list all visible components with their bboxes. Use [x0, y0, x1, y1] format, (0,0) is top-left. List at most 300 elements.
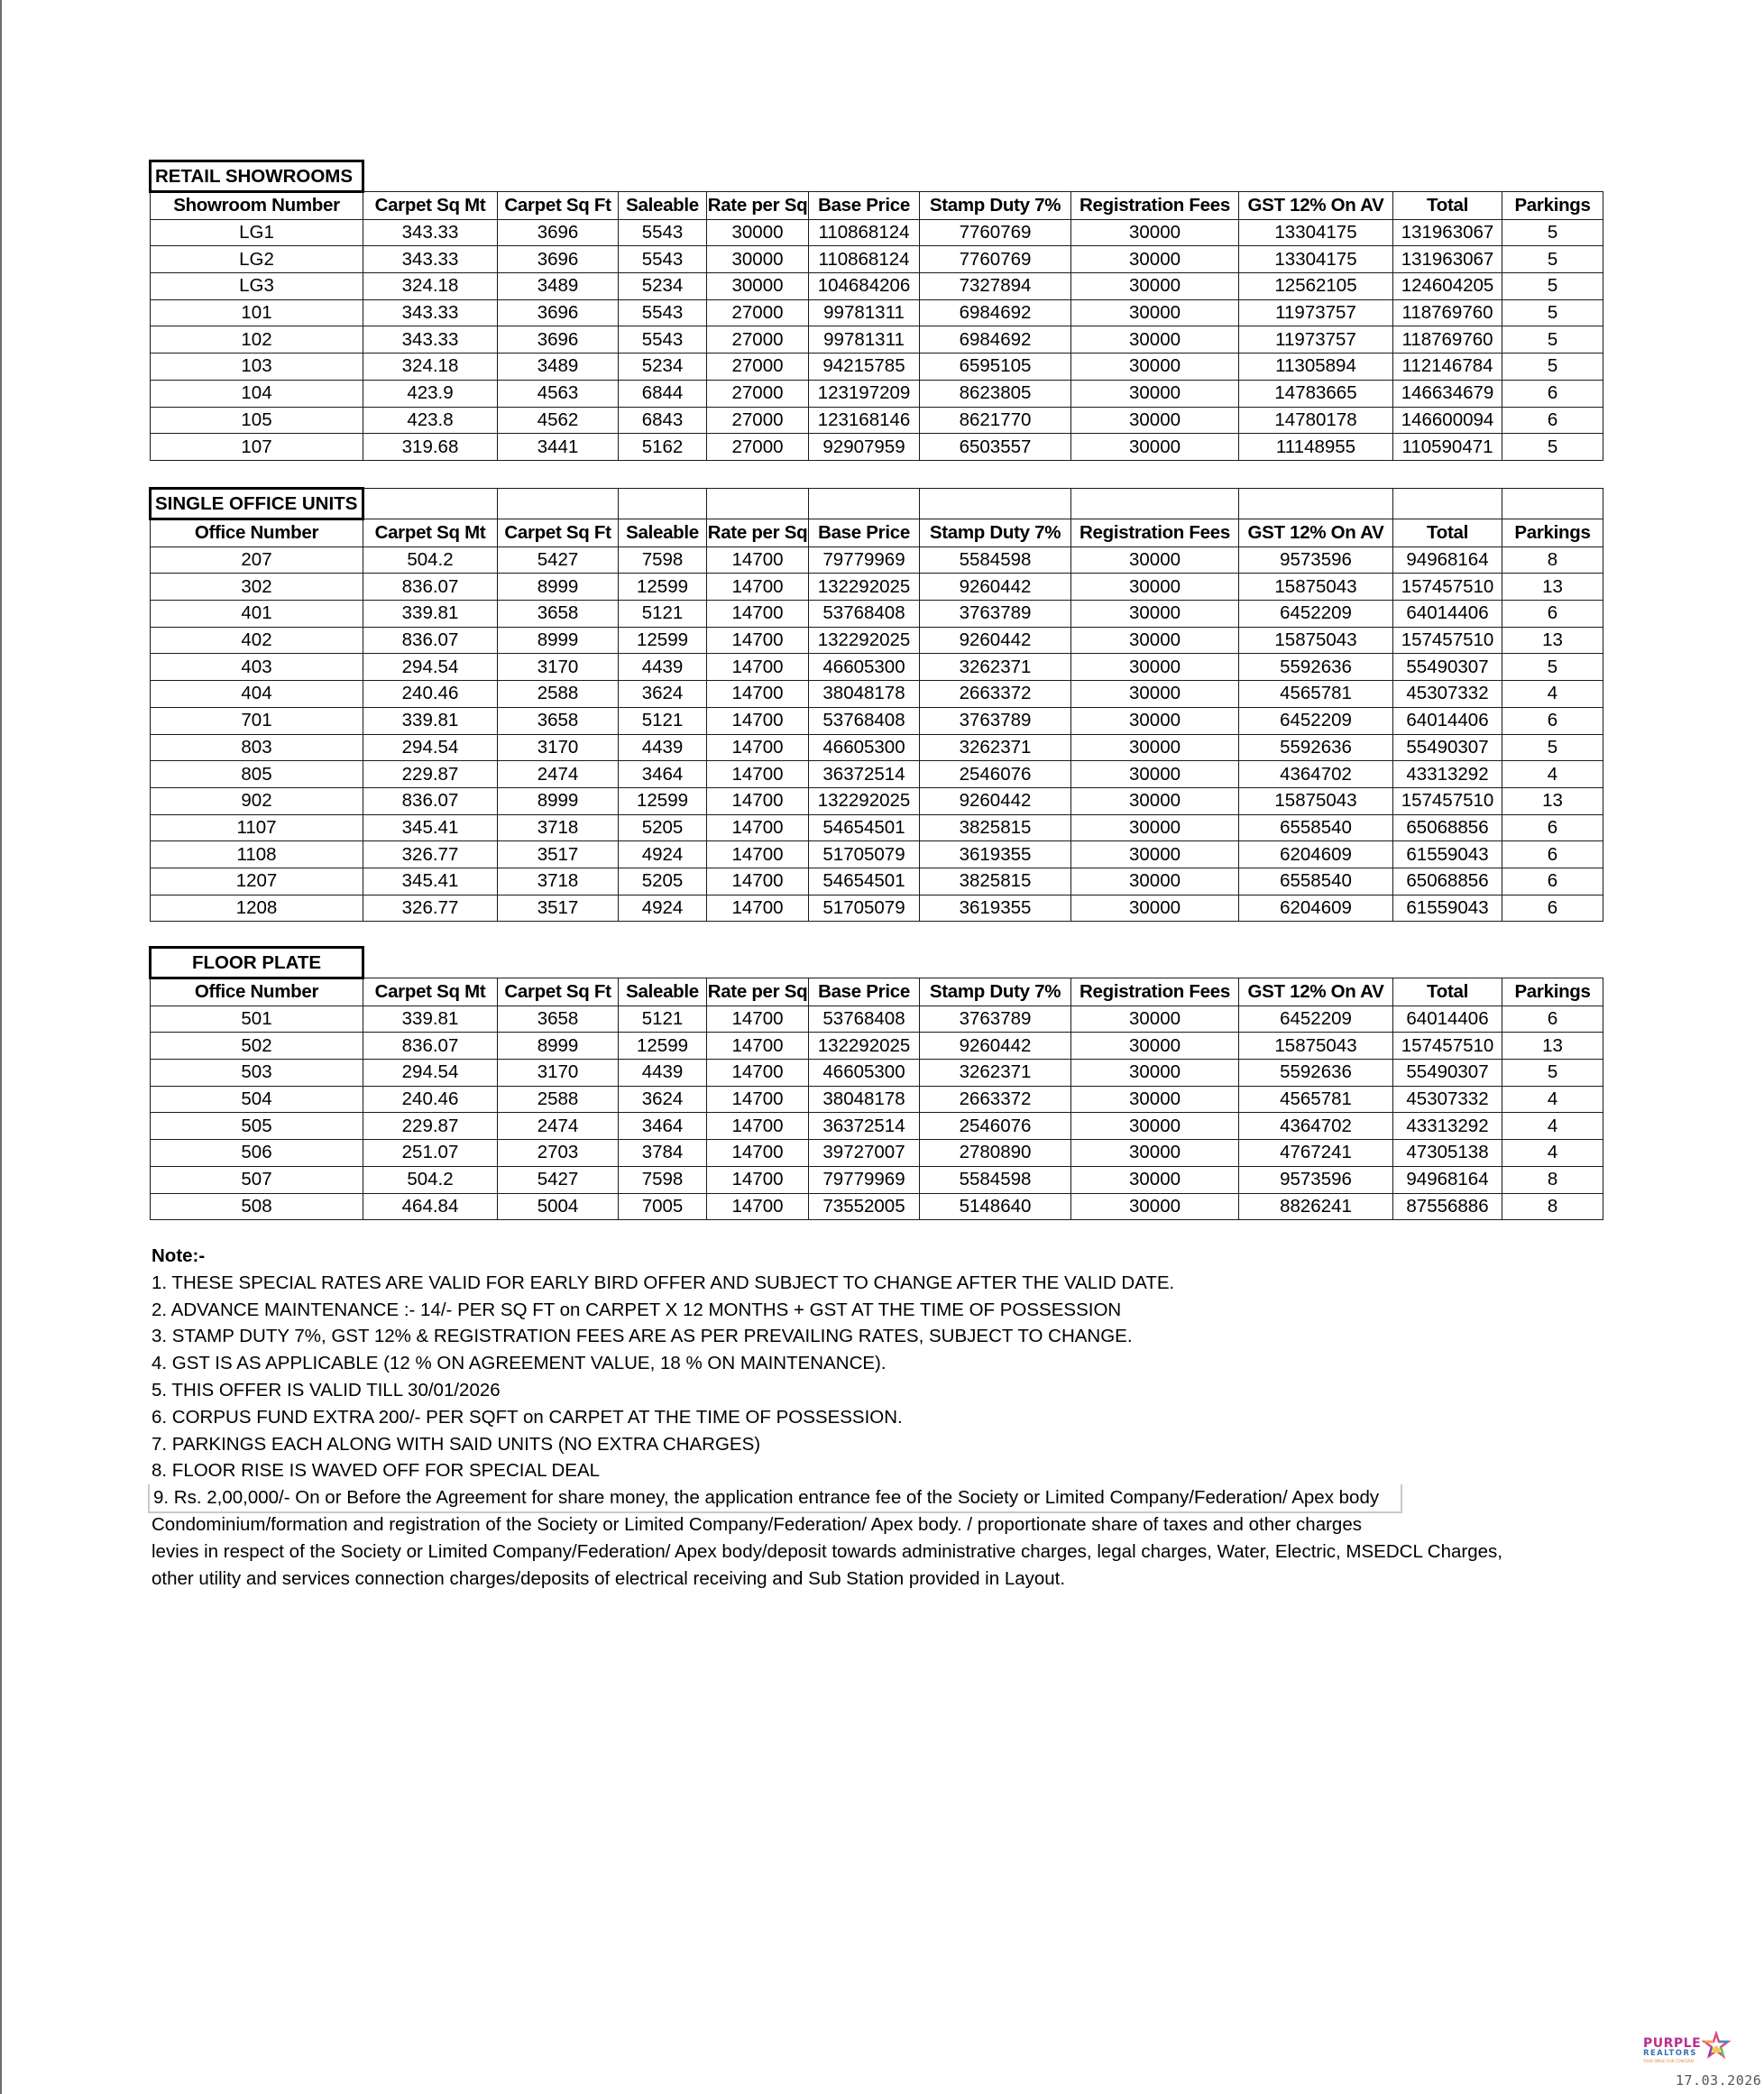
table-row — [151, 761, 1603, 788]
table-cell: 7760769 — [920, 219, 1071, 246]
table-cell: 14700 — [707, 627, 809, 654]
table-cell: 4439 — [619, 654, 707, 681]
table-cell: 3517 — [498, 841, 619, 868]
column-header: GST 12% On AV — [1239, 519, 1393, 547]
unit-number-cell: 402 — [151, 627, 363, 654]
table-cell: 8621770 — [920, 407, 1071, 434]
table-row — [151, 1006, 1603, 1033]
table-cell: 324.18 — [363, 273, 498, 300]
table-cell: 131963067 — [1393, 246, 1502, 273]
table-cell: 3718 — [498, 868, 619, 895]
table-cell: 11305894 — [1239, 354, 1393, 381]
note-item: 8. FLOOR RISE IS WAVED OFF FOR SPECIAL DEAL — [152, 1460, 601, 1482]
table-cell: 30000 — [1071, 273, 1239, 300]
table-cell: 6 — [1502, 895, 1603, 922]
table-cell: 4 — [1502, 1140, 1603, 1167]
table-cell: 5 — [1502, 326, 1603, 354]
table-cell: 30000 — [1071, 707, 1239, 734]
table-cell: 3517 — [498, 895, 619, 922]
table-row — [151, 1060, 1603, 1087]
table-cell: 5543 — [619, 299, 707, 326]
table-cell: 836.07 — [363, 1033, 498, 1060]
note-item-9-continued: other utility and services connection charges/deposits of electrical receiving and Sub Station provided in Layout. — [152, 1567, 1066, 1589]
note-item: 1. THESE SPECIAL RATES ARE VALID FOR EARLY BIRD OFFER AND SUBJECT TO CHANGE AFTER THE VALID DATE. — [152, 1272, 1175, 1293]
table-cell: 79779969 — [809, 1166, 920, 1193]
table-row — [151, 734, 1603, 761]
table-cell: 30000 — [1071, 246, 1239, 273]
table-cell: 7598 — [619, 1166, 707, 1193]
table-header-row — [151, 519, 1603, 547]
logo-tagline: YOUR SMILE OUR CONCERN — [1643, 2059, 1694, 2063]
table-cell: 3825815 — [920, 814, 1071, 841]
table-cell: 5 — [1502, 299, 1603, 326]
table-cell: 87556886 — [1393, 1193, 1502, 1220]
unit-number-cell: 101 — [151, 299, 363, 326]
table-cell: 326.77 — [363, 841, 498, 868]
table-cell: 3262371 — [920, 1060, 1071, 1087]
table-cell: 240.46 — [363, 1086, 498, 1113]
table-cell: 5234 — [619, 354, 707, 381]
table-cell: 30000 — [1071, 1140, 1239, 1167]
unit-number-cell: 805 — [151, 761, 363, 788]
unit-number-cell: 102 — [151, 326, 363, 354]
table-cell: 2474 — [498, 1113, 619, 1140]
unit-number-cell: 902 — [151, 787, 363, 814]
page-edge — [0, 0, 2, 2094]
table-cell: 146634679 — [1393, 380, 1502, 407]
table-cell: 14700 — [707, 814, 809, 841]
table-cell: 30000 — [1071, 407, 1239, 434]
table-cell: 27000 — [707, 380, 809, 407]
table-title-row — [151, 161, 1603, 192]
table-cell: 2546076 — [920, 761, 1071, 788]
unit-number-cell: 1208 — [151, 895, 363, 922]
unit-number-cell: 107 — [151, 434, 363, 461]
unit-number-cell: LG1 — [151, 219, 363, 246]
table-cell: 30000 — [1071, 681, 1239, 708]
table-cell: 5427 — [498, 546, 619, 574]
table-cell: 5543 — [619, 219, 707, 246]
table-cell: 65068856 — [1393, 868, 1502, 895]
table-cell: 30000 — [707, 246, 809, 273]
table-cell: 319.68 — [363, 434, 498, 461]
column-header: Stamp Duty 7% — [920, 192, 1071, 220]
table-cell: 61559043 — [1393, 895, 1502, 922]
table-cell: 65068856 — [1393, 814, 1502, 841]
table-cell: 836.07 — [363, 627, 498, 654]
table-cell: 27000 — [707, 407, 809, 434]
column-header: Showroom Number — [151, 192, 363, 220]
table-cell: 343.33 — [363, 299, 498, 326]
table-cell: 99781311 — [809, 326, 920, 354]
table-cell: 13 — [1502, 574, 1603, 601]
table-cell: 3619355 — [920, 895, 1071, 922]
table-cell: 13 — [1502, 787, 1603, 814]
table-cell: 5 — [1502, 219, 1603, 246]
table-cell: 5427 — [498, 1166, 619, 1193]
unit-number-cell: 503 — [151, 1060, 363, 1087]
table-cell: 7005 — [619, 1193, 707, 1220]
table-row — [151, 574, 1603, 601]
column-header: Parkings — [1502, 978, 1603, 1006]
table-cell: 13 — [1502, 627, 1603, 654]
table-cell: 55490307 — [1393, 734, 1502, 761]
table-cell: 30000 — [1071, 1166, 1239, 1193]
table-cell: 504.2 — [363, 546, 498, 574]
column-header: Base Price — [809, 978, 920, 1006]
table-cell: 5121 — [619, 1006, 707, 1033]
table-cell: 3262371 — [920, 654, 1071, 681]
table-cell: 4924 — [619, 895, 707, 922]
table-cell: 339.81 — [363, 1006, 498, 1033]
retail-showrooms-section — [149, 160, 1603, 461]
table-cell: 14700 — [707, 546, 809, 574]
table-cell: 14700 — [707, 681, 809, 708]
table-cell: 326.77 — [363, 895, 498, 922]
table-cell: 4439 — [619, 734, 707, 761]
table-cell: 6204609 — [1239, 841, 1393, 868]
table-cell: 14700 — [707, 734, 809, 761]
table-cell: 4439 — [619, 1060, 707, 1087]
column-header: Parkings — [1502, 192, 1603, 220]
table-cell: 5234 — [619, 273, 707, 300]
table-cell: 30000 — [1071, 1193, 1239, 1220]
table-cell: 324.18 — [363, 354, 498, 381]
table-cell: 3763789 — [920, 1006, 1071, 1033]
table-cell: 27000 — [707, 354, 809, 381]
table-cell: 47305138 — [1393, 1140, 1502, 1167]
table-cell: 9260442 — [920, 1033, 1071, 1060]
table-cell: 3696 — [498, 219, 619, 246]
table-row — [151, 326, 1603, 354]
table-cell: 294.54 — [363, 654, 498, 681]
table-cell: 6204609 — [1239, 895, 1393, 922]
table-cell: 4565781 — [1239, 681, 1393, 708]
table-cell: 146600094 — [1393, 407, 1502, 434]
table-cell: 4364702 — [1239, 1113, 1393, 1140]
table-cell: 30000 — [1071, 734, 1239, 761]
table-cell: 157457510 — [1393, 627, 1502, 654]
column-header: Saleable — [619, 192, 707, 220]
column-header: Total — [1393, 192, 1502, 220]
table-cell: 5162 — [619, 434, 707, 461]
table-cell: 12599 — [619, 1033, 707, 1060]
table-cell: 7327894 — [920, 273, 1071, 300]
notes-section — [152, 1243, 1631, 1592]
table-cell: 51705079 — [809, 841, 920, 868]
table-row — [151, 627, 1603, 654]
table-cell: 8 — [1502, 546, 1603, 574]
table-cell: 30000 — [1071, 219, 1239, 246]
section-title: FLOOR PLATE — [151, 948, 363, 978]
table-cell: 3624 — [619, 681, 707, 708]
unit-number-cell: 103 — [151, 354, 363, 381]
table-cell: 157457510 — [1393, 787, 1502, 814]
notes-heading: Note:- — [152, 1245, 206, 1266]
table-cell: 3763789 — [920, 707, 1071, 734]
table-cell: 110868124 — [809, 246, 920, 273]
unit-number-cell: 502 — [151, 1033, 363, 1060]
column-header: Stamp Duty 7% — [920, 978, 1071, 1006]
table-cell: 131963067 — [1393, 219, 1502, 246]
table-cell: 6 — [1502, 407, 1603, 434]
table-cell: 30000 — [1071, 326, 1239, 354]
table-cell: 14700 — [707, 1166, 809, 1193]
table-cell: 5121 — [619, 707, 707, 734]
table-cell: 132292025 — [809, 1033, 920, 1060]
column-header: Office Number — [151, 978, 363, 1006]
table-cell: 6 — [1502, 380, 1603, 407]
table-cell: 423.8 — [363, 407, 498, 434]
table-cell: 53768408 — [809, 707, 920, 734]
table-cell: 110590471 — [1393, 434, 1502, 461]
column-header: Base Price — [809, 192, 920, 220]
table-cell: 5121 — [619, 601, 707, 628]
section-title: SINGLE OFFICE UNITS — [151, 489, 363, 519]
table-cell: 3489 — [498, 354, 619, 381]
table-cell: 14700 — [707, 1060, 809, 1087]
floor-plate-rows — [151, 1006, 1603, 1220]
table-cell: 43313292 — [1393, 1113, 1502, 1140]
unit-number-cell: 506 — [151, 1140, 363, 1167]
table-cell: 4 — [1502, 1086, 1603, 1113]
column-header: Office Number — [151, 519, 363, 547]
table-cell: 2588 — [498, 1086, 619, 1113]
note-item: 2. ADVANCE MAINTENANCE :- 14/- PER SQ FT on CARPET X 12 MONTHS + GST AT THE TIME OF POSSESSION — [152, 1299, 1122, 1320]
table-cell: 3170 — [498, 1060, 619, 1087]
table-cell: 157457510 — [1393, 574, 1502, 601]
column-header: Parkings — [1502, 519, 1603, 547]
unit-number-cell: 505 — [151, 1113, 363, 1140]
table-cell: 3696 — [498, 246, 619, 273]
retail-showrooms-table — [149, 160, 1603, 461]
table-cell: 345.41 — [363, 814, 498, 841]
table-cell: 118769760 — [1393, 326, 1502, 354]
table-cell: 157457510 — [1393, 1033, 1502, 1060]
table-header-row — [151, 192, 1603, 220]
column-header: Saleable — [619, 519, 707, 547]
table-cell: 45307332 — [1393, 681, 1502, 708]
table-cell: 132292025 — [809, 787, 920, 814]
table-cell: 14700 — [707, 574, 809, 601]
table-cell: 4 — [1502, 681, 1603, 708]
table-cell: 345.41 — [363, 868, 498, 895]
table-cell: 4563 — [498, 380, 619, 407]
table-cell: 5004 — [498, 1193, 619, 1220]
unit-number-cell: 1108 — [151, 841, 363, 868]
table-cell: 5 — [1502, 354, 1603, 381]
table-row — [151, 814, 1603, 841]
table-cell: 2546076 — [920, 1113, 1071, 1140]
table-cell: 46605300 — [809, 734, 920, 761]
table-cell: 12599 — [619, 787, 707, 814]
table-cell: 11148955 — [1239, 434, 1393, 461]
table-cell: 339.81 — [363, 707, 498, 734]
table-cell: 46605300 — [809, 654, 920, 681]
table-cell: 14700 — [707, 654, 809, 681]
table-cell: 5592636 — [1239, 734, 1393, 761]
column-header: Saleable — [619, 978, 707, 1006]
table-cell: 27000 — [707, 434, 809, 461]
table-cell: 30000 — [1071, 574, 1239, 601]
table-cell: 343.33 — [363, 246, 498, 273]
table-cell: 79779969 — [809, 546, 920, 574]
table-cell: 30000 — [1071, 868, 1239, 895]
table-cell: 5 — [1502, 434, 1603, 461]
column-header: Carpet Sq Mt — [363, 519, 498, 547]
table-cell: 251.07 — [363, 1140, 498, 1167]
table-cell: 6558540 — [1239, 814, 1393, 841]
table-cell: 6843 — [619, 407, 707, 434]
table-cell: 36372514 — [809, 1113, 920, 1140]
table-cell: 3763789 — [920, 601, 1071, 628]
note-item: 4. GST IS AS APPLICABLE (12 % ON AGREEMENT VALUE, 18 % ON MAINTENANCE). — [152, 1353, 887, 1374]
table-cell: 73552005 — [809, 1193, 920, 1220]
column-header: Registration Fees — [1071, 192, 1239, 220]
table-cell: 6 — [1502, 814, 1603, 841]
table-title-row — [151, 489, 1603, 519]
table-cell: 5 — [1502, 1060, 1603, 1087]
column-header: Registration Fees — [1071, 978, 1239, 1006]
table-cell: 6 — [1502, 868, 1603, 895]
table-cell: 30000 — [1071, 354, 1239, 381]
table-cell: 3784 — [619, 1140, 707, 1167]
column-header: Carpet Sq Ft — [498, 519, 619, 547]
table-cell: 54654501 — [809, 814, 920, 841]
table-cell: 14700 — [707, 707, 809, 734]
table-cell: 14700 — [707, 868, 809, 895]
column-header: Stamp Duty 7% — [920, 519, 1071, 547]
table-cell: 39727007 — [809, 1140, 920, 1167]
table-cell: 836.07 — [363, 574, 498, 601]
table-cell: 8999 — [498, 787, 619, 814]
table-cell: 94968164 — [1393, 1166, 1502, 1193]
table-row — [151, 601, 1603, 628]
table-cell: 6452209 — [1239, 1006, 1393, 1033]
table-cell: 4924 — [619, 841, 707, 868]
unit-number-cell: 701 — [151, 707, 363, 734]
table-cell: 8 — [1502, 1193, 1603, 1220]
unit-number-cell: LG2 — [151, 246, 363, 273]
table-header-row — [151, 978, 1603, 1006]
table-cell: 46605300 — [809, 1060, 920, 1087]
table-cell: 64014406 — [1393, 601, 1502, 628]
table-cell: 30000 — [1071, 654, 1239, 681]
unit-number-cell: 207 — [151, 546, 363, 574]
single-office-units-section — [149, 487, 1603, 922]
unit-number-cell: 504 — [151, 1086, 363, 1113]
single-office-rows — [151, 546, 1603, 922]
table-cell: 30000 — [1071, 761, 1239, 788]
unit-number-cell: 508 — [151, 1193, 363, 1220]
table-cell: 3718 — [498, 814, 619, 841]
table-cell: 2703 — [498, 1140, 619, 1167]
table-row — [151, 1033, 1603, 1060]
table-cell: 5584598 — [920, 1166, 1071, 1193]
table-cell: 43313292 — [1393, 761, 1502, 788]
table-cell: 9260442 — [920, 787, 1071, 814]
table-cell: 30000 — [1071, 1006, 1239, 1033]
table-cell: 5 — [1502, 734, 1603, 761]
table-cell: 14700 — [707, 1086, 809, 1113]
table-cell: 5592636 — [1239, 1060, 1393, 1087]
table-cell: 229.87 — [363, 761, 498, 788]
table-row — [151, 868, 1603, 895]
table-cell: 12562105 — [1239, 273, 1393, 300]
table-cell: 4 — [1502, 761, 1603, 788]
table-cell: 6595105 — [920, 354, 1071, 381]
table-cell: 38048178 — [809, 681, 920, 708]
table-cell: 124604205 — [1393, 273, 1502, 300]
column-header: Rate per Sq — [707, 192, 809, 220]
table-cell: 6 — [1502, 707, 1603, 734]
table-cell: 294.54 — [363, 734, 498, 761]
table-cell: 6984692 — [920, 326, 1071, 354]
table-row — [151, 219, 1603, 246]
table-cell: 4364702 — [1239, 761, 1393, 788]
table-cell: 9573596 — [1239, 546, 1393, 574]
table-cell: 36372514 — [809, 761, 920, 788]
table-cell: 112146784 — [1393, 354, 1502, 381]
column-header: Rate per Sq — [707, 978, 809, 1006]
table-cell: 3489 — [498, 273, 619, 300]
table-cell: 9573596 — [1239, 1166, 1393, 1193]
table-cell: 45307332 — [1393, 1086, 1502, 1113]
table-cell: 5205 — [619, 868, 707, 895]
table-cell: 123197209 — [809, 380, 920, 407]
table-cell: 30000 — [1071, 1086, 1239, 1113]
column-header: Total — [1393, 978, 1502, 1006]
table-cell: 30000 — [1071, 1060, 1239, 1087]
table-row — [151, 273, 1603, 300]
table-cell: 5543 — [619, 326, 707, 354]
table-cell: 51705079 — [809, 895, 920, 922]
column-header: GST 12% On AV — [1239, 978, 1393, 1006]
star-house-logo-icon — [1701, 2031, 1732, 2063]
floor-plate-section — [149, 946, 1603, 1220]
table-cell: 30000 — [1071, 787, 1239, 814]
table-cell: 30000 — [1071, 1033, 1239, 1060]
table-cell: 30000 — [1071, 601, 1239, 628]
table-cell: 8999 — [498, 574, 619, 601]
table-cell: 99781311 — [809, 299, 920, 326]
table-cell: 132292025 — [809, 574, 920, 601]
note-item: 5. THIS OFFER IS VALID TILL 30/01/2026 — [152, 1379, 501, 1401]
table-cell: 8999 — [498, 1033, 619, 1060]
table-cell: 61559043 — [1393, 841, 1502, 868]
unit-number-cell: 501 — [151, 1006, 363, 1033]
column-header: Carpet Sq Mt — [363, 978, 498, 1006]
table-row — [151, 895, 1603, 922]
column-header: Base Price — [809, 519, 920, 547]
table-cell: 30000 — [707, 273, 809, 300]
table-cell: 2780890 — [920, 1140, 1071, 1167]
table-row — [151, 1193, 1603, 1220]
table-cell: 14700 — [707, 761, 809, 788]
table-cell: 12599 — [619, 574, 707, 601]
table-row — [151, 1113, 1603, 1140]
table-cell: 5 — [1502, 246, 1603, 273]
table-cell: 3658 — [498, 707, 619, 734]
table-row — [151, 434, 1603, 461]
table-cell: 5584598 — [920, 546, 1071, 574]
table-cell: 8826241 — [1239, 1193, 1393, 1220]
table-cell: 504.2 — [363, 1166, 498, 1193]
column-header: Rate per Sq — [707, 519, 809, 547]
note-item-9-first-line: 9. Rs. 2,00,000/- On or Before the Agreement for share money, the application entrance fee of the Society or Limited Company/Federation/ Apex body — [148, 1484, 1402, 1513]
table-cell: 14700 — [707, 1140, 809, 1167]
table-cell: 6 — [1502, 601, 1603, 628]
